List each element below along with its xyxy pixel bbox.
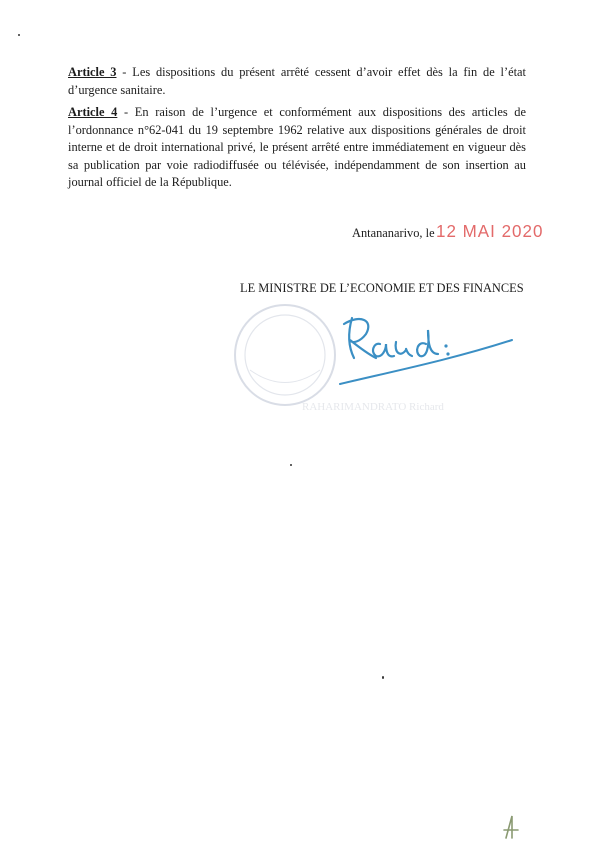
signatory-name: RAHARIMANDRATO Richard <box>302 401 444 413</box>
official-seal-icon <box>230 300 340 410</box>
article-3-label: Article 3 <box>68 65 117 79</box>
article-4-text: - En raison de l’urgence et conformément aux dispositions des articles de l’ordonnance n°62-041 du 19 septembre 1962 relative aux dispositions générales de droit interne et de droit international privé, le présent arrêté entre immédiatement en vigueur dès sa publication par voie radiodiffusée ou télévisée, indépendamment de son insertion au journal officiel de la République. <box>68 105 526 189</box>
scan-speck <box>18 34 20 36</box>
article-4-paragraph <box>68 104 526 192</box>
article-3-paragraph <box>68 64 526 99</box>
scan-speck <box>382 676 384 679</box>
page-number-icon <box>500 812 524 842</box>
signatory-title: LE MINISTRE DE L’ECONOMIE ET DES FINANCES <box>240 281 524 295</box>
article-4-label: Article 4 <box>68 105 118 119</box>
scan-speck <box>290 464 292 466</box>
date-stamp: 12 MAI 2020 <box>436 221 544 242</box>
signature-icon <box>330 310 520 390</box>
place-date-line: Antananarivo, le <box>352 226 435 240</box>
article-3-text: - Les dispositions du présent arrêté cessent d’avoir effet dès la fin de l’état d’urgence sanitaire. <box>68 65 526 97</box>
